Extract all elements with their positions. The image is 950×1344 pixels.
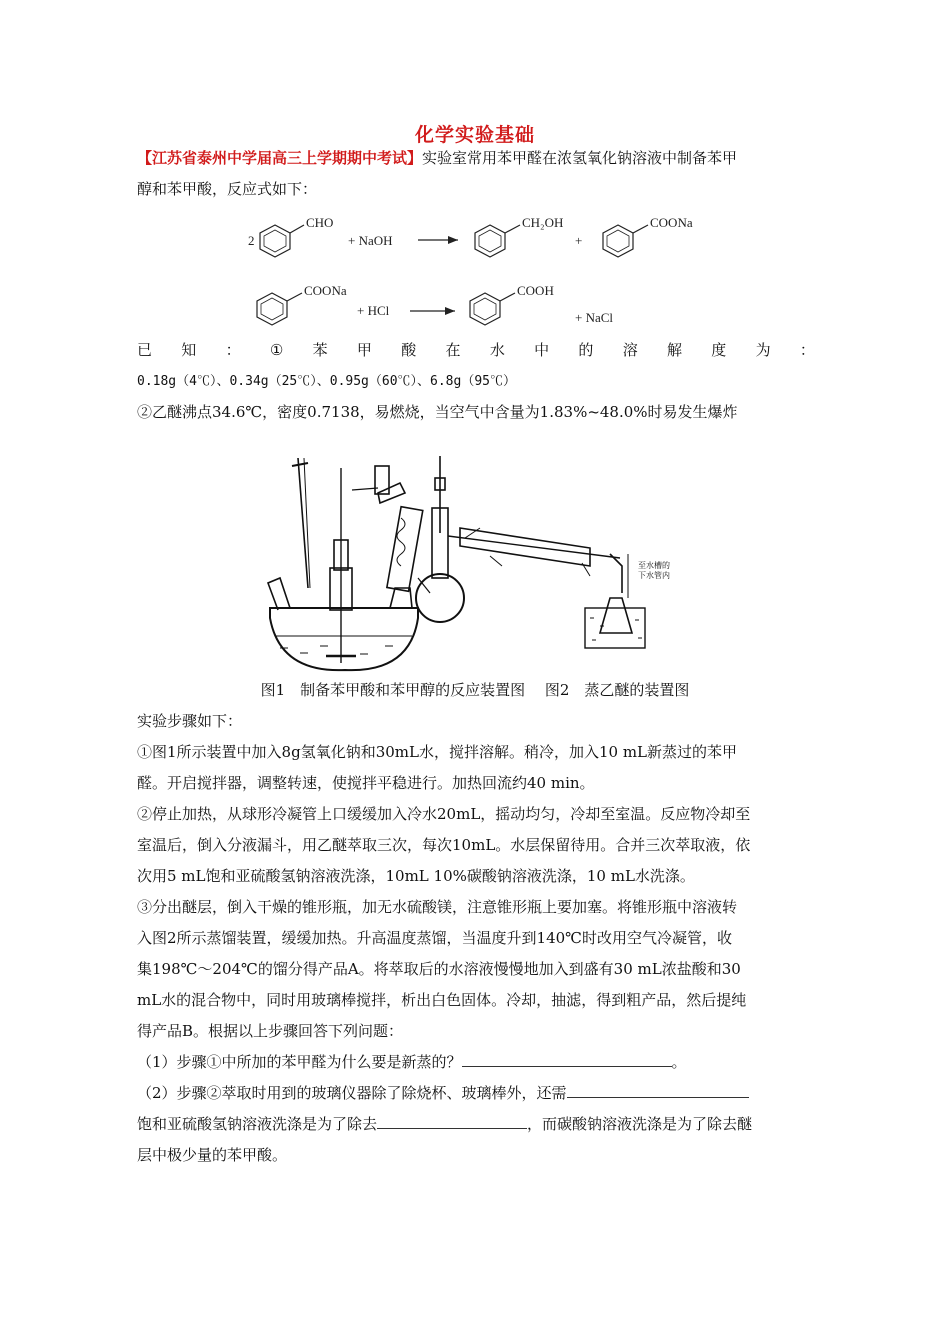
steps-section bbox=[137, 706, 815, 1171]
known-char: 知 bbox=[181, 341, 197, 359]
reaction1-coefficient: 2 bbox=[248, 233, 255, 248]
known-heading-row bbox=[137, 335, 815, 366]
figure1-reaction-apparatus bbox=[268, 458, 430, 670]
question2-line1 bbox=[137, 1078, 815, 1109]
known-char: 在 bbox=[445, 341, 461, 359]
apparatus-figure bbox=[260, 448, 680, 676]
question2-text-b: 饱和亚硫酸氢钠溶液洗涤是为了除去 bbox=[137, 1115, 378, 1133]
known-char: ： bbox=[799, 341, 815, 359]
step3-line2: 入图2所示蒸馏装置，缓缓加热。升高温度蒸馏，当温度升到140℃时改用空气冷凝管，收 bbox=[137, 929, 732, 947]
steps-heading: 实验步骤如下： bbox=[137, 712, 243, 730]
ether-property: ②乙醚沸点34.6℃，密度0.7138，易燃烧，当空气中含量为1.83%~48.0%时易发生爆炸 bbox=[137, 403, 738, 421]
known-char: 酸 bbox=[401, 341, 417, 359]
known-char: 甲 bbox=[356, 341, 372, 359]
question1-text: （1）步骤①中所加的苯甲醛为什么要是新蒸的？ bbox=[137, 1053, 462, 1071]
reaction1-product2-group: COONa bbox=[650, 215, 693, 230]
question2-line3: 层中极少量的苯甲酸。 bbox=[137, 1146, 288, 1164]
known-char: 的 bbox=[578, 341, 594, 359]
question2-answer-blank-2[interactable] bbox=[377, 1113, 527, 1129]
step1-line2: 醛。开启搅拌器，调整转速，使搅拌平稳进行。加热回流约40 min。 bbox=[137, 774, 595, 792]
reaction2-reactant-group: COONa bbox=[304, 283, 347, 298]
step3-line1: ③分出醚层，倒入干燥的锥形瓶，加无水硫酸镁，注意锥形瓶上要加塞。将锥形瓶中溶液转 bbox=[137, 898, 738, 916]
question2-text-a: （2）步骤②萃取时用到的玻璃仪器除了除烧杯、玻璃棒外，还需 bbox=[137, 1084, 567, 1102]
known-char: ： bbox=[225, 341, 241, 359]
figure-caption: 图1 制备苯甲酸和苯甲醇的反应装置图 图2 蒸乙醚的装置图 bbox=[260, 681, 690, 699]
question2-answer-blank-1[interactable] bbox=[567, 1082, 749, 1098]
reaction2-byproduct: + NaCl bbox=[575, 310, 614, 325]
known-char: ① bbox=[269, 341, 284, 359]
figure2-distillation-apparatus bbox=[416, 456, 645, 648]
drain-label-2: 下水管内 bbox=[638, 571, 670, 580]
reaction1-reagent: + NaOH bbox=[348, 233, 393, 248]
reaction1-plus: + bbox=[575, 233, 583, 248]
question2-line2 bbox=[137, 1109, 815, 1140]
question1-end: 。 bbox=[671, 1053, 687, 1071]
step3-line5: 得产品B。根据以上步骤回答下列问题： bbox=[137, 1022, 404, 1040]
reaction-equations bbox=[240, 205, 740, 335]
known-char: 苯 bbox=[312, 341, 328, 359]
known-paragraph bbox=[137, 335, 815, 428]
step1-line1: ①图1所示装置中加入8g氢氧化钠和30mL水，搅拌溶解。稍冷，加入10 mL新蒸过的苯甲 bbox=[137, 743, 738, 761]
reaction1-reactant-group: CHO bbox=[306, 215, 334, 230]
question1-answer-blank[interactable] bbox=[462, 1051, 672, 1067]
reaction2-reagent: + HCl bbox=[357, 303, 390, 318]
known-char: 为 bbox=[755, 341, 771, 359]
reaction2-product-group: COOH bbox=[517, 283, 554, 298]
known-char: 水 bbox=[489, 341, 505, 359]
known-char: 溶 bbox=[622, 341, 638, 359]
intro-text-2: 醇和苯甲酸，反应式如下： bbox=[137, 180, 318, 198]
question1 bbox=[137, 1047, 815, 1078]
solubility-data: 0.18g（4℃）、0.34g（25℃）、0.95g（60℃）、6.8g（95℃） bbox=[137, 374, 516, 389]
drain-label-1: 至水槽的 bbox=[638, 561, 670, 570]
reaction1-product1-group: CH₂OH bbox=[522, 215, 564, 230]
known-char: 度 bbox=[711, 341, 727, 359]
step3-line3: 集198℃～204℃的馏分得产品A。将萃取后的水溶液慢慢地加入到盛有30 mL浓盐酸和30 bbox=[137, 960, 741, 978]
intro-paragraph bbox=[137, 143, 815, 205]
source-label: 【江苏省泰州中学届高三上学期期中考试】 bbox=[137, 149, 423, 167]
known-char: 中 bbox=[534, 341, 550, 359]
page-title: 化学实验基础 bbox=[414, 124, 535, 146]
step2-line1: ②停止加热，从球形冷凝管上口缓缓加入冷水20mL，摇动均匀，冷却至室温。反应物冷却至 bbox=[137, 805, 751, 823]
step2-line3: 次用5 mL饱和亚硫酸氢钠溶液洗涤，10mL 10%碳酸钠溶液洗涤，10 mL水洗涤。 bbox=[137, 867, 695, 885]
step3-line4: mL水的混合物中，同时用玻璃棒搅拌，析出白色固体。冷却，抽滤，得到粗产品，然后提纯 bbox=[137, 991, 747, 1009]
intro-text-1: 实验室常用苯甲醛在浓氢氧化钠溶液中制备苯甲 bbox=[422, 149, 738, 167]
step2-line2: 室温后，倒入分液漏斗，用乙醚萃取三次，每次10mL。水层保留待用。合并三次萃取液，依 bbox=[137, 836, 751, 854]
question2-text-c: ，而碳酸钠溶液洗涤是为了除去醚 bbox=[527, 1115, 753, 1133]
known-char: 解 bbox=[667, 341, 683, 359]
known-char: 已 bbox=[137, 341, 153, 359]
